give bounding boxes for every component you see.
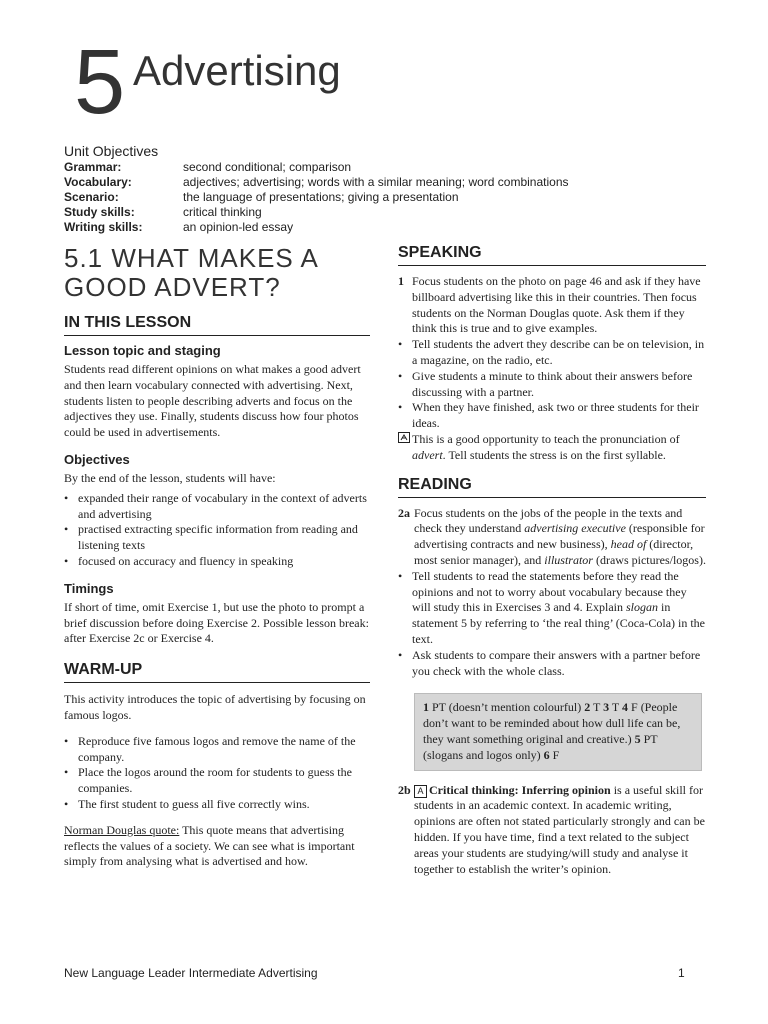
- objectives-intro: By the end of the lesson, students will have:: [64, 470, 276, 485]
- unit-objectives-heading: Unit Objectives: [64, 143, 159, 159]
- list-item: • Ask students to compare their answers with a partner before you check with the whole class.: [398, 648, 706, 680]
- objective-value: second conditional; comparison: [183, 160, 352, 174]
- quote-label: Norman Douglas quote:: [64, 822, 180, 837]
- reading-exercise-2a: [398, 506, 706, 569]
- footer-title: New Language Leader Intermediate Advertising: [64, 966, 318, 980]
- answer-number: 6: [543, 747, 550, 762]
- pronunciation-text-b: . Tell students the stress is on the first syllable.: [442, 447, 666, 462]
- objective-row: [64, 160, 569, 175]
- exercise-number: 2b: [398, 782, 411, 797]
- term-head-of: head of: [610, 537, 647, 552]
- list-item: • focused on accuracy and fluency in speaking: [64, 554, 370, 570]
- answer-text: T: [590, 700, 604, 715]
- reading-exercise-2b: [398, 783, 706, 878]
- in-this-lesson-heading: IN THIS LESSON: [64, 314, 370, 336]
- list-item: • expanded their range of vocabulary in the context of adverts and advertising: [64, 491, 370, 523]
- exercise-number: 2a: [398, 505, 410, 520]
- objective-row: [64, 220, 569, 235]
- objective-value: adjectives; advertising; words with a similar meaning; word combinations: [183, 175, 569, 189]
- list-item: • Reproduce five famous logos and remove the name of the company.: [64, 734, 370, 766]
- objective-label: Study skills:: [64, 205, 135, 219]
- reading-heading: READING: [398, 476, 706, 498]
- reading-2b-text: is a useful skill for students in an academic context. In academic writing, opinions are often not stated particularly strongly and can be hidden. If you have time, find a text related to the subject areas your students are studying/will study and analyse it together to establish the writer’s opinion.: [414, 782, 705, 876]
- objective-value: an opinion-led essay: [183, 220, 294, 234]
- academic-skill-icon: A: [414, 785, 427, 798]
- pronunciation-note: [398, 432, 706, 464]
- answer-text: PT (slogans and logos only): [423, 731, 658, 762]
- timings-heading: Timings: [64, 580, 114, 596]
- list-item: [398, 569, 706, 648]
- speaking-list: [398, 337, 706, 432]
- objective-row: [64, 205, 569, 220]
- answer-text: F: [549, 747, 560, 762]
- warm-up-heading: WARM-UP: [64, 661, 370, 683]
- speaking-1-text: Focus students on the photo on page 46 and ask if they have billboard advertising like this in their countries. Then focus students on the Norman Douglas quote. Ask them if they think this is true and to give examples.: [412, 274, 701, 336]
- pronunciation-icon: [398, 432, 410, 448]
- objectives-heading: Objectives: [64, 451, 130, 467]
- warm-up-list: [64, 734, 370, 813]
- objective-row: [64, 190, 569, 205]
- answer-text: F (People don’t want to be reminded about how dull life can be, they want something original and creative.): [423, 700, 681, 746]
- reading-list: [398, 569, 706, 680]
- exercise-number: 1: [398, 274, 404, 288]
- objective-row: [64, 175, 569, 190]
- list-item: • Give students a minute to think about their answers before discussing with a partner.: [398, 369, 706, 401]
- list-item: • The first student to guess all five correctly wins.: [64, 797, 370, 813]
- lesson-title: [64, 244, 370, 302]
- list-item: • Tell students the advert they describe can be on television, in a magazine, on the radio, etc.: [398, 337, 706, 369]
- reading-bullet-text: Tell students to read the statements before they read the opinions and not to worry about vocabulary because they will study this in Exercises 3 and 4. Explain: [412, 568, 687, 615]
- reading-bullet-text: in statement 5 by referring to ‘the real thing’ (Coca-Cola) in the text.: [412, 600, 706, 646]
- answer-text: PT (doesn’t mention colourful): [429, 700, 585, 715]
- answer-number: 4: [622, 700, 629, 715]
- page-number: 1: [678, 966, 685, 980]
- list-item: • Place the logos around the room for students to guess the companies.: [64, 765, 370, 797]
- objective-label: Vocabulary:: [64, 175, 132, 189]
- answer-number: 5: [634, 731, 641, 746]
- critical-thinking-heading: Critical thinking: Inferring opinion: [429, 782, 611, 797]
- right-column: [398, 244, 706, 877]
- objectives-list: [64, 491, 370, 570]
- pronunciation-text-a: This is a good opportunity to teach the pronunciation of: [412, 431, 680, 446]
- reading-2a-text: (responsible for advertising contracts and new business),: [414, 521, 705, 552]
- lesson-title-line-2: GOOD ADVERT?: [64, 272, 281, 302]
- answer-number: 1: [423, 700, 429, 715]
- speaking-heading: SPEAKING: [398, 244, 706, 266]
- objective-value: the language of presentations; giving a presentation: [183, 190, 459, 204]
- term-advertising-executive: advertising executive: [524, 521, 626, 536]
- objective-label: Scenario:: [64, 190, 119, 204]
- objective-label: Grammar:: [64, 160, 122, 174]
- lesson-title-line-1: 5.1 WHAT MAKES A: [64, 243, 319, 273]
- answer-number: 3: [603, 700, 610, 715]
- lesson-topic-heading: Lesson topic and staging: [64, 343, 221, 358]
- term-slogan: slogan: [625, 600, 658, 615]
- list-item: • When they have finished, ask two or three students for their ideas.: [398, 400, 706, 432]
- answer-key-box: [414, 693, 702, 770]
- reading-2a-text: Focus students on the jobs of the people in the texts and check they understand: [414, 505, 683, 536]
- objective-value: critical thinking: [183, 205, 262, 219]
- left-column: [64, 244, 370, 870]
- quote-text: This quote means that advertising reflects the values of a society. We can see what is important simply from analysing what is advertised and how.: [64, 822, 355, 869]
- answer-text: T: [609, 700, 623, 715]
- lesson-topic-text: Students read different opinions on what makes a good advert and then learn vocabulary connected with advertising. Next, students listen to people describing adverts and focus on the adjectives they use. Finally, students discuss how four photos could be used in advertisements.: [64, 362, 361, 440]
- timings-text: If short of time, omit Exercise 1, but use the photo to prompt a brief discussion before doing Exercise 2. Possible lesson break: after Exercise 2c or Exercise 4.: [64, 599, 369, 646]
- reading-2a-text: (draws pictures/logos).: [592, 552, 706, 567]
- answer-number: 2: [584, 700, 591, 715]
- quote-paragraph: [64, 823, 370, 870]
- unit-title: Advertising: [133, 47, 341, 94]
- speaking-exercise-1: [398, 274, 706, 337]
- unit-objectives-table: [64, 160, 569, 235]
- term-illustrator: illustrator: [544, 552, 593, 567]
- pronunciation-word: advert: [412, 447, 443, 462]
- reading-2a-text: (director, most senior manager), and: [414, 537, 694, 567]
- warm-up-text: This activity introduces the topic of advertising by focusing on famous logos.: [64, 692, 366, 722]
- list-item: • practised extracting specific information from reading and listening texts: [64, 522, 370, 554]
- unit-number: 5: [74, 31, 126, 133]
- objective-label: Writing skills:: [64, 220, 143, 234]
